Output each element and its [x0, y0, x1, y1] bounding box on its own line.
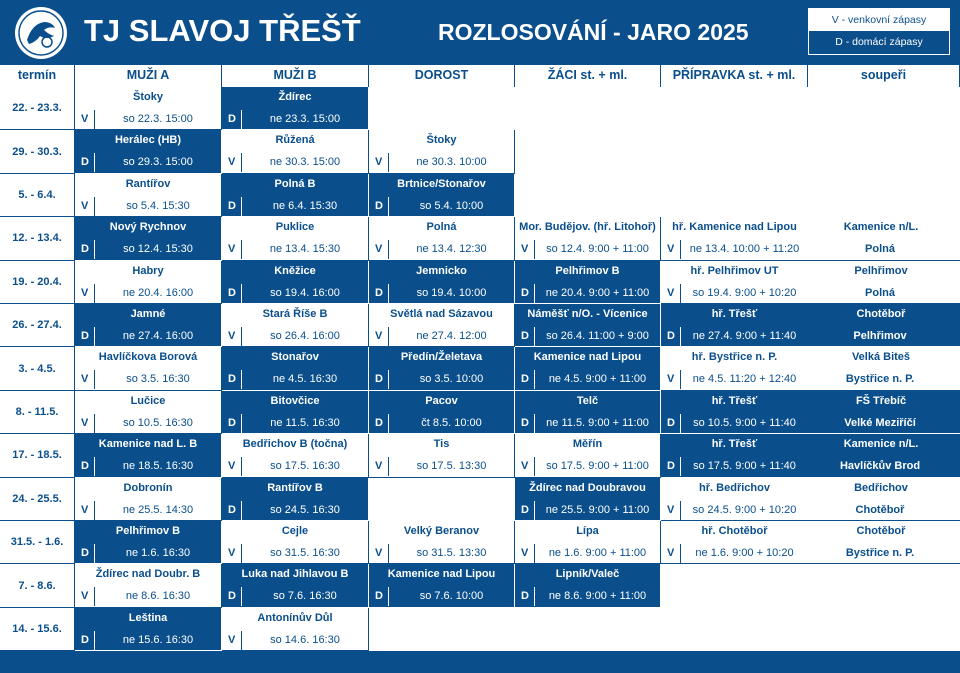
match-cell [515, 347, 661, 390]
match-cell [222, 521, 369, 564]
tournament-cell [661, 261, 960, 304]
opponents-column [808, 434, 954, 476]
empty-cell [515, 174, 661, 217]
match-cell [369, 174, 515, 217]
home-away-flag: V [521, 460, 529, 473]
round-date: 12. - 13.4. [0, 217, 75, 260]
match-cell [75, 478, 222, 521]
match-time: so 17.5. 9:00 + 11:40 [693, 460, 796, 473]
home-away-flag: D [81, 330, 89, 342]
home-away-flag: V [81, 373, 89, 386]
round-date: 31.5. - 1.6. [0, 521, 75, 564]
match-cell [75, 347, 222, 390]
home-away-flag: V [667, 503, 675, 516]
opponents-column [808, 261, 954, 303]
opponent-name: Luka nad Jihlavou B [241, 568, 349, 581]
season-title: ROZLOSOVÁNÍ - JARO 2025 [438, 19, 749, 45]
opponent-name: Habry [132, 264, 164, 277]
match-cell [515, 434, 661, 477]
round-date: 26. - 27.4. [0, 304, 75, 347]
home-away-flag: D [228, 503, 236, 516]
match-cell [515, 478, 661, 521]
opponent-name: Stonařov [271, 351, 319, 364]
match-cell [75, 564, 222, 607]
match-cell [222, 564, 369, 607]
tournament-cell [661, 304, 960, 347]
opponent-name: Polná [426, 221, 457, 234]
opponent-name: Kamenice nad L. B [98, 438, 198, 451]
match-cell [515, 304, 661, 347]
venue-name: hř. Třešť [711, 308, 758, 320]
opponent-name: Havlíčkův Brod [839, 460, 921, 473]
opponent-name: Cejle [281, 525, 309, 537]
match-time: so 10.5. 9:00 + 11:40 [693, 416, 796, 429]
empty-cell [515, 608, 661, 651]
opponent-name: Puklice [275, 221, 315, 234]
home-away-flag: V [667, 286, 675, 299]
home-away-flag: D [228, 199, 236, 212]
opponent-name: Rantířov [125, 177, 171, 190]
match-cell [515, 521, 661, 564]
match-cell [369, 391, 515, 434]
schedule-table [0, 65, 960, 651]
opponent-name: Rantířov B [267, 481, 323, 494]
opponent-name: Telč [576, 394, 599, 407]
home-away-flag: V [521, 547, 529, 559]
column-header: MUŽI B [222, 65, 369, 87]
opponent-name: Leština [128, 611, 168, 624]
opponent-name: Ždírec nad Doubr. B [95, 568, 201, 581]
opponent-name: Nový Rychnov [109, 221, 187, 234]
home-away-flag: V [667, 547, 675, 559]
opponent-name: Bedřichov B (točna) [242, 438, 348, 451]
opponent-name: Ždírec nad Doubravou [529, 481, 646, 494]
column-header: MUŽI A [75, 65, 222, 87]
opponent-name: Bystřice n. P. [845, 547, 915, 559]
opponents-column [808, 521, 954, 563]
opponent-name: Chotěboř [856, 525, 906, 537]
match-time: so 3.5. 16:30 [126, 373, 190, 386]
home-away-flag: D [375, 199, 383, 212]
opponent-name: Kamenice n/L. [843, 438, 919, 451]
home-away-flag: D [667, 460, 675, 473]
home-away-flag: V [81, 503, 89, 516]
round-date: 8. - 11.5. [0, 391, 75, 434]
match-time: so 17.5. 9:00 + 11:00 [546, 460, 649, 473]
home-away-flag: D [228, 286, 236, 299]
round-date: 5. - 6.4. [0, 174, 75, 217]
opponent-name: Předín/Želetava [400, 351, 483, 364]
round-date: 3. - 4.5. [0, 347, 75, 390]
legend-home-label: D - domácí zápasy [809, 31, 949, 54]
round-date: 29. - 30.3. [0, 130, 75, 173]
tournament-cell [661, 434, 960, 477]
opponent-name: Herálec (HB) [114, 134, 182, 147]
column-header: PŘÍPRAVKA st. + ml. [661, 65, 808, 87]
column-header: termín [0, 65, 75, 87]
column-header: DOROST [369, 65, 515, 87]
home-away-flag: V [521, 243, 529, 256]
match-time: ne 8.6. 16:30 [125, 590, 191, 603]
match-time: so 31.5. 13:30 [416, 547, 487, 559]
match-cell [515, 564, 661, 607]
home-away-flag: V [81, 199, 89, 212]
opponent-name: Jemnicko [416, 264, 467, 277]
match-time: ne 1.6. 9:00 + 11:00 [548, 547, 647, 559]
match-cell [222, 130, 369, 173]
match-cell [369, 521, 515, 564]
match-cell [369, 434, 515, 477]
match-time: ne 15.6. 16:30 [122, 633, 194, 646]
home-away-flag: V [228, 243, 236, 256]
home-away-flag: D [667, 416, 675, 429]
opponent-name: Antonínův Důl [257, 611, 333, 624]
opponent-name: Havlíčkova Borová [98, 351, 198, 364]
match-cell [75, 521, 222, 564]
opponent-name: Štoky [133, 91, 163, 103]
match-time: so 22.3. 15:00 [123, 113, 193, 125]
opponent-name: Dobronín [123, 481, 173, 494]
match-cell [222, 174, 369, 217]
match-cell [75, 217, 222, 260]
home-away-flag: D [521, 590, 529, 603]
match-cell [515, 217, 661, 260]
tournament-cell [661, 217, 960, 260]
opponent-name: Růžená [275, 134, 315, 147]
opponent-name: Kamenice n/L. [843, 221, 919, 234]
home-away-flag: D [375, 286, 383, 299]
home-away-flag: V [667, 243, 675, 256]
opponent-name: Kamenice nad Lipou [533, 351, 642, 364]
opponent-name: Mor. Budějov. (hř. Litohoř) [519, 221, 656, 234]
empty-cell [369, 608, 515, 651]
venue-name: hř. Bedřichov [699, 481, 770, 494]
round-date: 19. - 20.4. [0, 261, 75, 304]
empty-cell [515, 130, 661, 173]
header [0, 0, 960, 65]
opponent-name: Chotěboř [856, 308, 906, 320]
home-away-flag: V [228, 156, 236, 169]
opponent-name: Kamenice nad Lipou [387, 568, 496, 581]
match-time: so 24.5. 9:00 + 10:20 [692, 503, 797, 516]
match-time: ne 30.3. 15:00 [269, 156, 341, 169]
home-away-flag: D [375, 590, 383, 603]
opponent-name: Brtnice/Stonařov [397, 177, 486, 190]
opponent-name: Lučice [130, 394, 166, 407]
match-time: čt 8.5. 10:00 [421, 416, 482, 429]
opponent-name: Polná B [274, 177, 316, 190]
match-cell [75, 87, 222, 130]
home-away-flag: D [81, 633, 89, 646]
match-time: so 29.3. 15:00 [123, 156, 193, 169]
home-away-flag: D [667, 330, 675, 342]
home-away-flag: D [375, 416, 383, 429]
match-time: so 5.4. 15:30 [126, 199, 190, 212]
empty-cell [661, 87, 960, 130]
match-time: ne 13.4. 10:00 + 11:20 [689, 243, 800, 256]
tournament-cell [661, 521, 960, 564]
match-time: ne 4.5. 11:20 + 12:40 [692, 373, 797, 386]
opponent-name: Jamné [130, 308, 166, 320]
opponent-name: Velká Biteš [851, 351, 911, 364]
opponent-name: FŠ Třebíč [855, 394, 907, 407]
match-time: ne 13.4. 15:30 [269, 243, 341, 256]
match-cell [222, 608, 369, 651]
home-away-flag: V [228, 330, 236, 342]
home-away-flag: V [81, 416, 89, 429]
home-away-flag: V [375, 547, 383, 559]
home-away-flag: D [81, 243, 89, 256]
opponent-name: Štoky [426, 134, 457, 147]
home-away-flag: V [375, 460, 383, 473]
match-time: ne 30.3. 10:00 [416, 156, 487, 169]
match-cell [222, 87, 369, 130]
opponent-name: Pacov [425, 394, 458, 407]
venue-name: hř. Kamenice nad Lipou [672, 221, 797, 234]
column-header: ŽÁCI st. + ml. [515, 65, 661, 87]
opponents-column [808, 347, 954, 389]
home-away-flag: D [521, 330, 529, 342]
home-away-flag: D [81, 547, 89, 559]
opponents-column [808, 304, 954, 346]
match-cell [222, 434, 369, 477]
match-time: ne 4.5. 16:30 [272, 373, 338, 386]
home-away-flag: D [521, 503, 529, 516]
match-time: so 3.5. 10:00 [419, 373, 484, 386]
empty-cell [369, 478, 515, 521]
match-cell [222, 391, 369, 434]
round-date: 7. - 8.6. [0, 564, 75, 607]
match-time: so 7.6. 16:30 [273, 590, 337, 603]
home-away-flag: V [228, 460, 236, 473]
match-time: ne 27.4. 12:00 [416, 330, 487, 342]
match-cell [222, 304, 369, 347]
match-time: ne 1.6. 16:30 [125, 547, 191, 559]
match-time: ne 11.5. 9:00 + 11:00 [546, 416, 649, 429]
match-time: ne 18.5. 16:30 [122, 460, 194, 473]
opponent-name: Lípa [576, 525, 599, 537]
home-away-flag: D [375, 373, 383, 386]
home-away-flag: D [81, 156, 89, 169]
opponent-name: Lipník/Valeč [555, 568, 620, 581]
empty-cell [661, 130, 960, 173]
opponent-name: Velký Beranov [403, 525, 480, 537]
match-time: ne 6.4. 15:30 [272, 199, 338, 212]
legend [808, 8, 950, 55]
match-cell [369, 217, 515, 260]
empty-cell [661, 564, 960, 607]
opponent-name: Měřín [572, 438, 603, 451]
home-away-flag: D [521, 286, 529, 299]
match-time: so 5.4. 10:00 [419, 199, 484, 212]
tournament-cell [661, 391, 960, 434]
match-cell [515, 391, 661, 434]
legend-away-label: V - venkovní zápasy [809, 9, 949, 31]
opponent-name: Tis [433, 438, 450, 451]
match-time: so 17.5. 13:30 [416, 460, 487, 473]
match-cell [222, 347, 369, 390]
match-cell [369, 564, 515, 607]
match-cell [515, 261, 661, 304]
match-time: ne 4.5. 9:00 + 11:00 [548, 373, 647, 386]
match-time: ne 27.4. 16:00 [122, 330, 194, 342]
home-away-flag: D [228, 416, 236, 429]
match-cell [222, 217, 369, 260]
match-time: ne 8.6. 9:00 + 11:00 [548, 590, 647, 603]
home-away-flag: D [228, 373, 236, 386]
opponent-name: Stará Říše B [262, 308, 328, 320]
venue-name: hř. Chotěboř [701, 525, 768, 537]
match-time: so 19.4. 10:00 [416, 286, 487, 299]
match-time: so 10.5. 16:30 [123, 416, 193, 429]
opponent-name: Bitovčice [270, 394, 320, 407]
venue-name: hř. Bystřice n. P. [691, 351, 778, 364]
empty-cell [515, 87, 661, 130]
match-time: so 7.6. 10:00 [419, 590, 484, 603]
opponent-name: Polná [865, 286, 895, 299]
match-time: so 17.5. 16:30 [270, 460, 340, 473]
opponent-name: Náměšť n/O. - Vícenice [527, 308, 648, 320]
venue-name: hř. Třešť [711, 394, 758, 407]
venue-name: hř. Třešť [711, 438, 758, 451]
match-cell [369, 304, 515, 347]
round-date: 14. - 15.6. [0, 608, 75, 651]
opponent-name: Kněžice [274, 264, 316, 277]
opponents-column [808, 391, 954, 433]
opponent-name: Velké Meziříčí [844, 416, 916, 429]
opponent-name: Bedřichov [854, 481, 908, 494]
home-away-flag: V [228, 633, 236, 646]
round-date: 17. - 18.5. [0, 434, 75, 477]
tournament-cell [661, 478, 960, 521]
match-time: ne 25.5. 9:00 + 11:00 [545, 503, 650, 516]
match-cell [222, 478, 369, 521]
match-cell [75, 608, 222, 651]
round-date: 24. - 25.5. [0, 478, 75, 521]
match-time: ne 27.4. 9:00 + 11:40 [692, 330, 797, 342]
empty-cell [661, 608, 960, 651]
home-away-flag: D [521, 416, 529, 429]
home-away-flag: V [81, 590, 89, 603]
match-cell [75, 391, 222, 434]
home-away-flag: V [375, 330, 383, 342]
opponents-column [808, 217, 954, 259]
opponent-name: Chotěboř [855, 503, 905, 516]
tournament-cell [661, 347, 960, 390]
match-cell [222, 261, 369, 304]
match-time: ne 25.5. 14:30 [122, 503, 194, 516]
empty-cell [661, 174, 960, 217]
match-cell [75, 304, 222, 347]
opponent-name: Světlá nad Sázavou [390, 308, 493, 320]
home-away-flag: D [228, 113, 236, 125]
match-time: so 19.4. 16:00 [270, 286, 340, 299]
home-away-flag: D [81, 460, 89, 473]
opponent-name: Pelhřimov B [115, 525, 181, 537]
match-time: ne 11.5. 16:30 [270, 416, 340, 429]
match-time: ne 20.4. 9:00 + 11:00 [545, 286, 650, 299]
match-time: so 19.4. 9:00 + 10:20 [692, 286, 797, 299]
opponents-column [808, 478, 954, 520]
venue-name: hř. Pelhřimov UT [690, 264, 779, 277]
home-away-flag: V [228, 547, 236, 559]
opponent-name: Pelhřimov [853, 330, 907, 342]
opponent-name: Polná [865, 243, 895, 256]
home-away-flag: V [81, 113, 89, 125]
opponent-name: Pelhřimov B [555, 264, 620, 277]
opponent-name: Bystřice n. P. [845, 373, 915, 386]
match-time: so 12.4. 15:30 [123, 243, 193, 256]
match-cell [369, 130, 515, 173]
home-away-flag: D [521, 373, 529, 386]
empty-cell [369, 87, 515, 130]
home-away-flag: V [375, 243, 383, 256]
match-time: so 12.4. 9:00 + 11:00 [546, 243, 649, 256]
match-time: so 31.5. 16:30 [270, 547, 340, 559]
match-cell [75, 434, 222, 477]
home-away-flag: V [81, 286, 89, 299]
match-time: so 24.5. 16:30 [270, 503, 340, 516]
match-time: so 26.4. 16:00 [270, 330, 340, 342]
match-time: so 14.6. 16:30 [270, 633, 340, 646]
match-cell [75, 130, 222, 173]
match-time: ne 20.4. 16:00 [122, 286, 194, 299]
match-cell [369, 261, 515, 304]
match-time: so 26.4. 11:00 + 9:00 [546, 330, 649, 342]
match-cell [369, 347, 515, 390]
home-away-flag: V [375, 156, 383, 169]
match-time: ne 13.4. 12:30 [416, 243, 487, 256]
home-away-flag: D [228, 590, 236, 603]
club-name: TJ SLAVOJ TŘEŠŤ [84, 13, 361, 48]
match-time: ne 1.6. 9:00 + 10:20 [695, 547, 794, 559]
opponent-name: Pelhřimov [854, 264, 908, 277]
match-cell [75, 261, 222, 304]
club-logo-icon [14, 6, 68, 60]
column-header: soupeři [808, 65, 960, 87]
opponent-name: Ždírec [278, 91, 312, 103]
match-time: ne 23.3. 15:00 [269, 113, 341, 125]
home-away-flag: V [667, 373, 675, 386]
round-date: 22. - 23.3. [0, 87, 75, 130]
match-cell [75, 174, 222, 217]
